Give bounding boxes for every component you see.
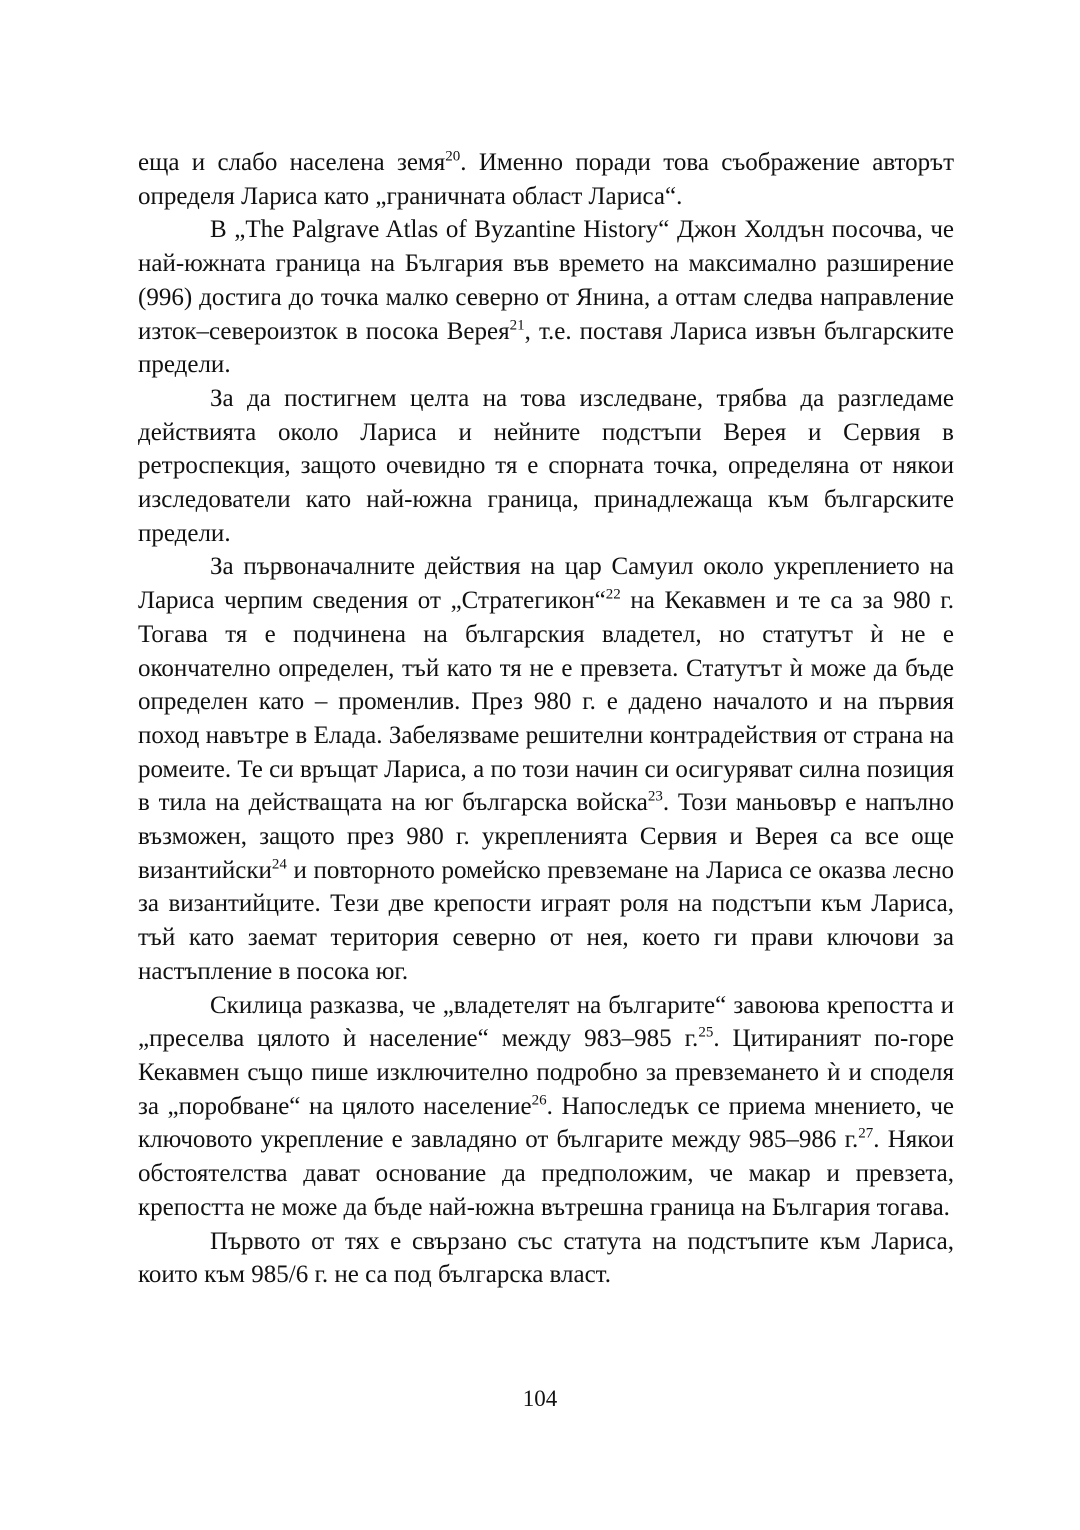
paragraph-4 <box>138 550 954 988</box>
page-number: 104 <box>522 1386 558 1411</box>
footnote-ref-24: 24 <box>271 856 287 873</box>
paragraph-text: . Именно поради това съображение авторът определя Лариса като „граничната област Лариса“. <box>138 149 954 210</box>
paragraph-6 <box>138 1225 954 1292</box>
paragraph-text: . Този маньовър е напълно възможен, защото през 980 г. укрепленията Сервия и Верея са все още византийски <box>138 789 954 884</box>
paragraph-text: еща и слабо населена земя <box>138 149 446 176</box>
paragraph-text: . Напоследък се приема мнението, че ключовото укрепление е завладяно от българите между 985–986 г. <box>138 1092 954 1154</box>
paragraph-text: , т.е. поставя Лариса извън българските предели. <box>138 317 954 379</box>
paragraph-text: За да постигнем целта на това изследване, трябва да разгледаме действията около Лариса и нейните подстъпи Верея и Сервия в ретроспекция, защото очевидно тя е спорната точка, определяна от някои изследователи като най-южна граница, принадлежаща към българските предели. <box>138 384 954 547</box>
paragraph-5 <box>138 989 954 1225</box>
footnote-ref-21: 21 <box>509 317 525 334</box>
footnote-ref-27: 27 <box>858 1126 874 1143</box>
paragraph-text: . Цитираният по-горе Кекавмен също пише изключително подробно за превземането ѝ и споделя за „поробване“ на цялото население <box>138 1025 955 1120</box>
footnote-ref-26: 26 <box>531 1092 547 1109</box>
paragraph-text: и повторното ромейско превземане на Лариса се оказва лесно за византийците. Тези две крепости играят роля на подстъпи към Лариса, тъй като заемат територия северно от нея, което ги прави ключови за настъпление в посока юг. <box>138 856 954 985</box>
paragraph-text: За първоначалните действия на цар Самуил около укреплението на Лариса черпим сведения от „Стратегикон“ <box>138 553 954 615</box>
paragraph-text: В „The Palgrave Atlas of Byzantine History“ Джон Холдън посочва, че най-южната граница на България във времето на максимално разширение (996) достига до точка малко северно от Янина, а оттам следва направление изток–североизток в посока Верея <box>138 216 954 345</box>
paragraph-text: Първото от тях е свързано със статута на подстъпите към Лариса, които към 985/6 г. не са под българска власт. <box>138 1227 954 1289</box>
footnote-ref-20: 20 <box>445 148 461 165</box>
footnote-ref-23: 23 <box>647 789 663 806</box>
paragraph-3 <box>138 382 954 551</box>
paragraph-text: Скилица разказва, че „владетелят на българите“ завоюва крепостта и „преселва цялото ѝ население“ между 983–985 г. <box>138 991 954 1053</box>
paragraph-text: . Някои обстоятелства дават основание да предположим, че макар и превзета, крепостта не може да бъде най-южна вътрешна граница на България тогава. <box>138 1126 954 1221</box>
paragraph-text: на Кекавмен и те са за 980 г. Тогава тя е подчинена на българския владетел, но статутът ѝ не е окончателно определен, тъй като тя не е превзета. Статутът ѝ може да бъде определен като – променлив. През 980 г. е дадено началото и на първия поход навътре в Елада. Забелязваме решителни контрадействия от страна на ромеите. Те си връщат Лариса, а по този начин си осигуряват силна позиция в тила на действащата на юг българска войска <box>138 587 954 817</box>
footnote-ref-22: 22 <box>605 586 621 603</box>
page-body <box>138 146 954 1292</box>
footnote-ref-25: 25 <box>698 1024 714 1041</box>
paragraph-2 <box>138 213 954 382</box>
paragraph-1 <box>138 146 954 213</box>
